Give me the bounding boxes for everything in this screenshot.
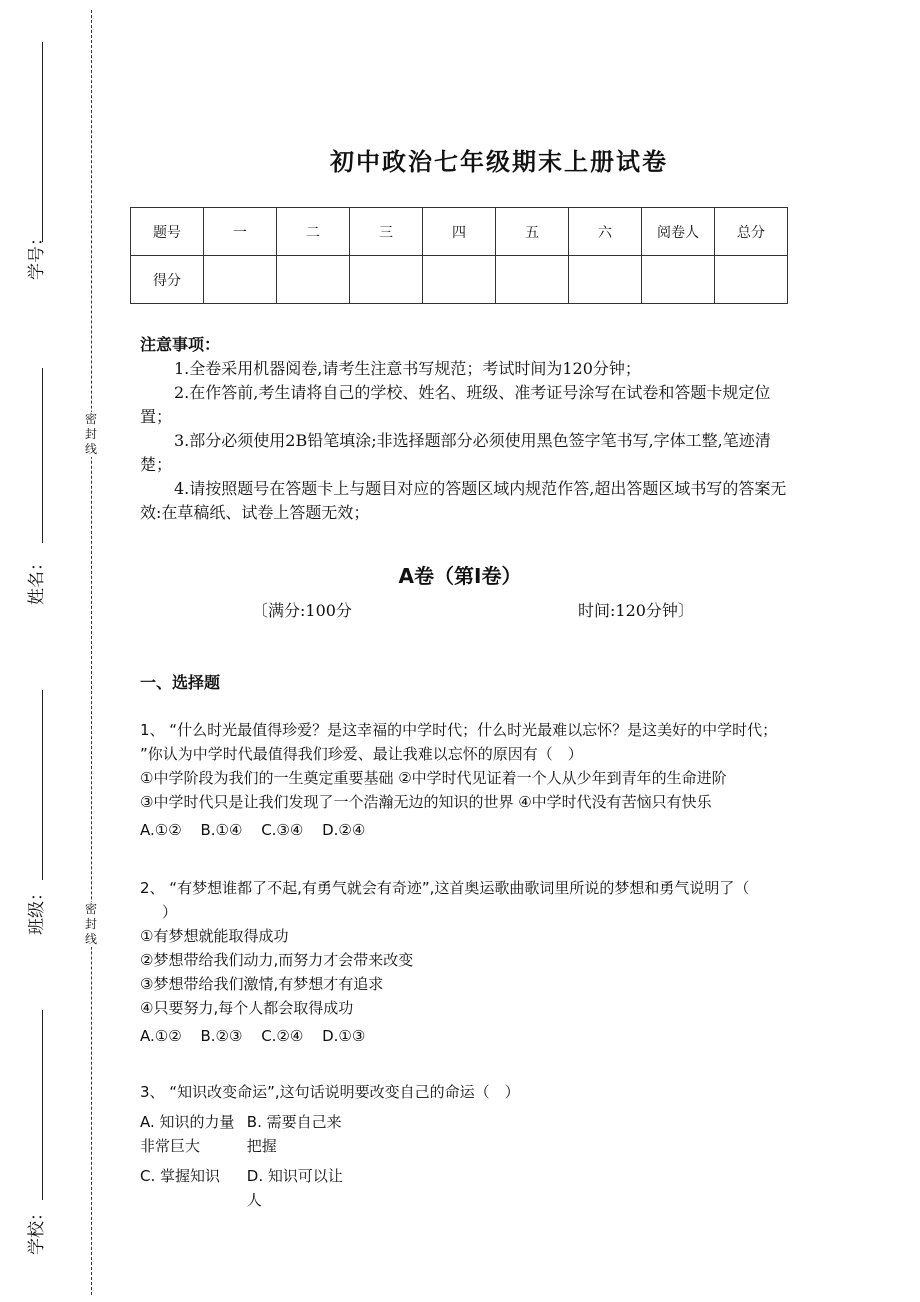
answer-option[interactable]: A.①② (140, 821, 182, 839)
answer-option[interactable]: A.①② (140, 1027, 182, 1045)
header-cell: 三 (350, 208, 423, 256)
answer-option[interactable]: C.②④ (261, 1027, 304, 1045)
question-statement: ③中学时代只是让我们发现了一个浩瀚无边的知识的世界 ④中学时代没有苦恼只有快乐 (140, 793, 712, 811)
answer-options-row-1 (140, 1110, 780, 1158)
answer-option[interactable]: C. 掌握知识 (140, 1167, 221, 1185)
header-cell: 四 (423, 208, 496, 256)
header-cell: 阅卷人 (642, 208, 715, 256)
note-item: 3.部分必须使用2B铅笔填涂;非选择题部分必须使用黑色签字笔书写,字体工整,笔迹清楚； (140, 431, 771, 474)
answer-option[interactable]: A. 知识的力量非常巨大 (140, 1113, 235, 1155)
score-input-cell[interactable] (277, 256, 350, 304)
header-cell: 六 (569, 208, 642, 256)
answer-option[interactable]: B. 需要自己来把握 (246, 1113, 342, 1155)
score-input-cell[interactable] (569, 256, 642, 304)
binding-line-3 (42, 690, 43, 880)
score-row-label: 得分 (131, 256, 204, 304)
question-stem: ”你认为中学时代最值得我们珍爱、最让我难以忘怀的原因有（ ） (140, 745, 583, 763)
student-id-label: 学号： (27, 229, 47, 280)
notes-heading: 注意事项： (140, 335, 221, 354)
exam-time: 时间:120分钟〕 (578, 601, 694, 620)
question-statement: ④只要努力,每个人都会取得成功 (140, 999, 354, 1017)
question-stem: 3、 “知识改变命运”,这句话说明要改变自己的命运（ ） (140, 1083, 520, 1101)
score-table-header-row (131, 208, 788, 256)
exam-title: 初中政治七年级期末上册试卷 (330, 148, 668, 176)
name-label: 姓名： (27, 554, 47, 605)
answer-option[interactable]: B.②③ (200, 1027, 243, 1045)
answer-option[interactable]: C.③④ (261, 821, 304, 839)
binding-line-2 (42, 368, 43, 543)
header-cell: 一 (204, 208, 277, 256)
school-label: 学校： (27, 1204, 47, 1255)
question-stem: 2、 “有梦想谁都了不起,有勇气就会有奇迹”,这首奥运歌曲歌词里所说的梦想和勇气说明了（ (140, 879, 750, 897)
score-input-cell[interactable] (350, 256, 423, 304)
answer-options (140, 1024, 780, 1048)
answer-option[interactable]: D.①③ (322, 1027, 366, 1045)
section-title: A卷（第Ⅰ卷） (398, 564, 522, 588)
score-table-score-row (131, 256, 788, 304)
score-input-cell[interactable] (204, 256, 277, 304)
score-input-cell[interactable] (715, 256, 788, 304)
question-1 (140, 718, 780, 842)
score-input-cell[interactable] (423, 256, 496, 304)
seal-mark-top: 密 封 线 (82, 412, 100, 457)
header-cell: 二 (277, 208, 350, 256)
header-cell: 题号 (131, 208, 204, 256)
note-item: 2.在作答前,考生请将自己的学校、姓名、班级、准考证号涂写在试卷和答题卡规定位置； (140, 383, 771, 426)
question-statement: ①有梦想就能取得成功 (140, 927, 289, 945)
note-item: 1.全卷采用机器阅卷,请考生注意书写规范；考试时间为120分钟； (174, 359, 641, 378)
question-stem: 1、 “什么时光最值得珍爱？是这幸福的中学时代；什么时光最难以忘怀？是这美好的中学时代； (140, 721, 778, 739)
question-2 (140, 876, 780, 1048)
question-3 (140, 1080, 780, 1212)
part-one-heading: 一、选择题 (140, 673, 221, 692)
score-table (130, 207, 788, 304)
answer-options-row-2 (140, 1164, 780, 1212)
seal-mark-bottom: 密 封 线 (82, 902, 100, 947)
score-input-cell[interactable] (496, 256, 569, 304)
class-label: 班级： (27, 884, 47, 935)
full-score: 〔满分:100分 (252, 601, 352, 620)
answer-option[interactable]: D. 知识可以让人 (246, 1167, 343, 1209)
score-input-cell[interactable] (642, 256, 715, 304)
seal-cut-line (91, 10, 92, 1295)
question-stem: ） (162, 903, 178, 921)
answer-option[interactable]: D.②④ (322, 821, 366, 839)
exam-notes (140, 333, 790, 525)
header-cell: 总分 (715, 208, 788, 256)
header-cell: 五 (496, 208, 569, 256)
question-statement: ②梦想带给我们动力,而努力才会带来改变 (140, 951, 414, 969)
answer-option[interactable]: B.①④ (200, 821, 243, 839)
answer-options (140, 818, 780, 842)
note-item: 4.请按照题号在答题卡上与题目对应的答题区域内规范作答,超出答题区域书写的答案无效:在草稿纸、试卷上答题无效； (140, 479, 787, 522)
question-statement: ①中学阶段为我们的一生奠定重要基础 ②中学时代见证着一个人从少年到青年的生命进阶 (140, 769, 727, 787)
binding-line-1 (42, 42, 43, 242)
binding-line-4 (42, 1010, 43, 1200)
question-statement: ③梦想带给我们激情,有梦想才有追求 (140, 975, 384, 993)
